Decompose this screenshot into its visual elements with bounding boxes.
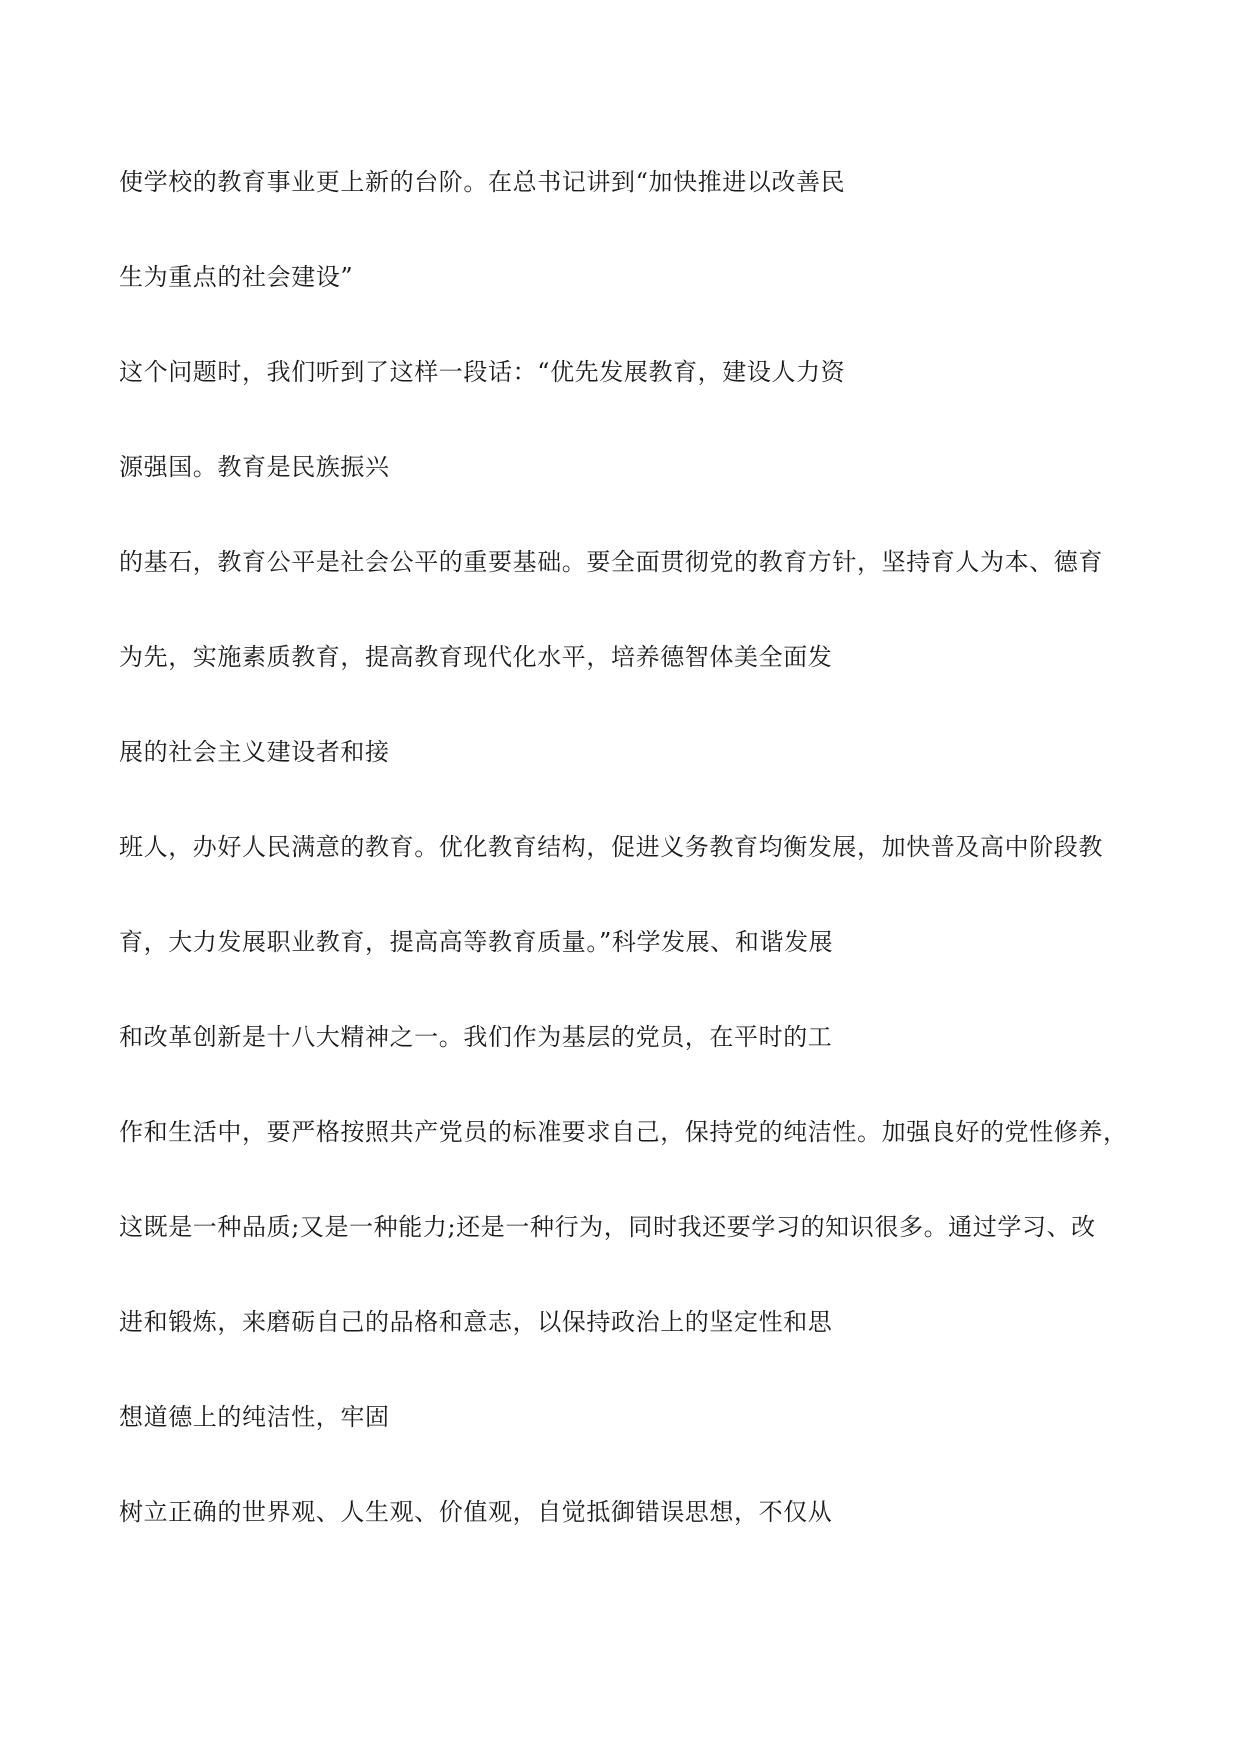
text-line-11: 作和生活中，要严格按照共产党员的标准要求自己，保持党的纯洁性。加强良好的党性修养，	[119, 1118, 1128, 1146]
text-line-13: 进和锻炼，来磨砺自己的品格和意志，以保持政治上的坚定性和思	[119, 1308, 833, 1336]
text-line-5: 的基石，教育公平是社会公平的重要基础。要全面贯彻党的教育方针，坚持育人为本、德育	[119, 548, 1103, 576]
text-line-6: 为先，实施素质教育，提高教育现代化水平，培养德智体美全面发	[119, 643, 833, 671]
document-body	[119, 167, 1139, 1592]
text-line-15: 树立正确的世界观、人生观、价值观，自觉抵御错误思想，不仅从	[119, 1498, 833, 1526]
text-line-4: 源强国。教育是民族振兴	[119, 453, 390, 481]
text-line-3: 这个问题时，我们听到了这样一段话：“优先发展教育，建设人力资	[119, 358, 846, 386]
text-line-1: 使学校的教育事业更上新的台阶。在总书记讲到“加快推进以改善民	[119, 168, 846, 196]
text-line-2: 生为重点的社会建设”	[119, 263, 354, 291]
text-line-8: 班人，办好人民满意的教育。优化教育结构，促进义务教育均衡发展，加快普及高中阶段教	[119, 833, 1103, 861]
text-line-10: 和改革创新是十八大精神之一。我们作为基层的党员，在平时的工	[119, 1023, 833, 1051]
text-line-9: 育，大力发展职业教育，提高高等教育质量。”科学发展、和谐发展	[119, 928, 834, 956]
text-line-7: 展的社会主义建设者和接	[119, 738, 390, 766]
text-line-12: 这既是一种品质;又是一种能力;还是一种行为，同时我还要学习的知识很多。通过学习、改	[119, 1213, 1096, 1241]
text-line-14: 想道德上的纯洁性，牢固	[119, 1403, 390, 1431]
